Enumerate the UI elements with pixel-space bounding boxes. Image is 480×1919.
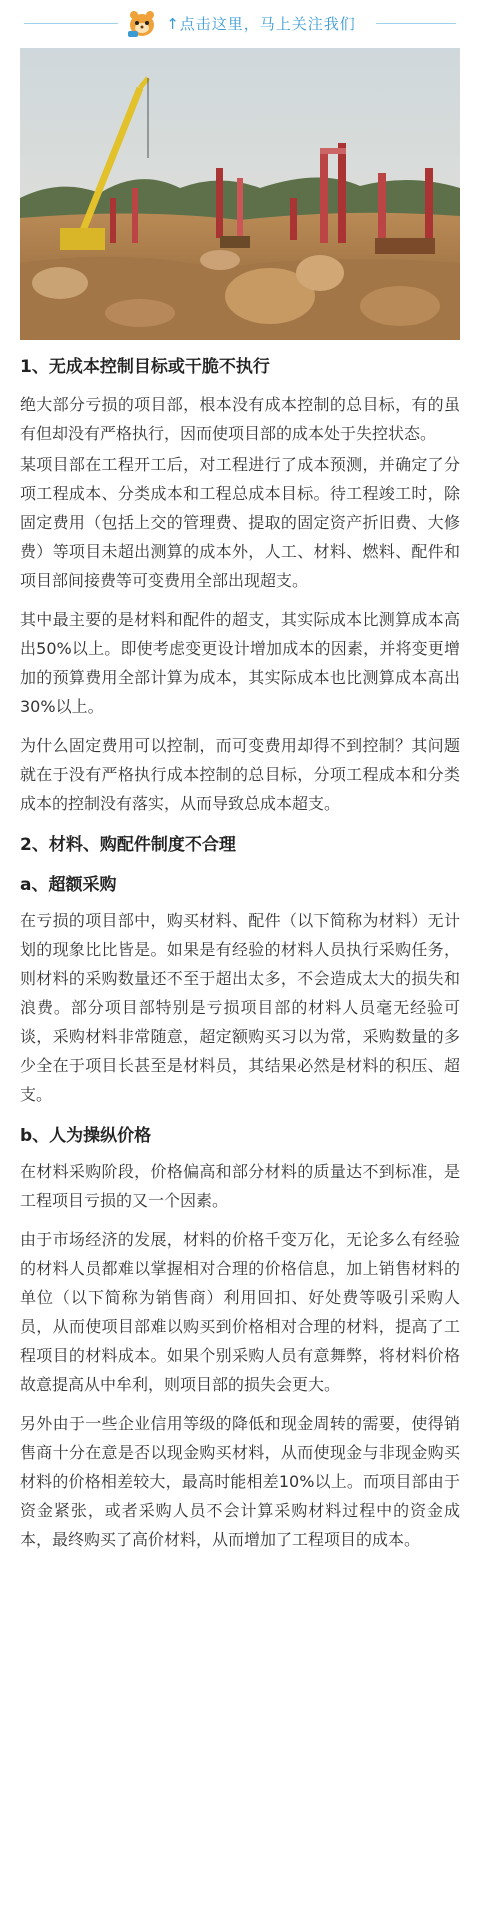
- section-2-heading: 2、材料、购配件制度不合理: [20, 835, 236, 855]
- subsection-b-paragraph-3: 另外由于一些企业信用等级的降低和现金周转的需要，使得销售商十分在意是否以现金购买材料，从而使现金与非现金购买材料的价格相差较大，最高时能相差10%以上。而项目部由于资金紧张，或者采购人员不会计算采购材料过程中的资金成本，最终购买了高价材料，从而增加了工程项目的成本。: [20, 1414, 460, 1549]
- subsection-a-heading: a、超额采购: [20, 875, 117, 895]
- subsection-b-paragraph-2: 由于市场经济的发展，材料的价格千变万化，无论多么有经验的材料人员都难以掌握相对合理的价格信息，加上销售材料的单位（以下简称为销售商）利用回扣、好处费等吸引采购人员，从而使项目部难以购买到价格相对合理的材料，提高了工程项目的材料成本。如果个别采购人员有意舞弊，将材料价格故意提高从中牟利，则项目部的损失会更大。: [20, 1230, 460, 1394]
- subsection-a-paragraph-1: 在亏损的项目部中，购买材料、配件（以下简称为材料）无计划的现象比比皆是。如果是有经验的材料人员执行采购任务，则材料的采购数量还不至于超出太多，不会造成太大的损失和浪费。部分项目部特别是亏损项目部的材料人员毫无经验可谈，采购材料非常随意，超定额购买习以为常，采购数量的多少全在于项目长甚至是材料员，其结果必然是材料的积压、超支。: [20, 911, 460, 1104]
- section-1-heading: 1、无成本控制目标或干脆不执行: [20, 357, 270, 377]
- cartoon-mascot-icon: [124, 5, 160, 41]
- construction-site-photo: [20, 48, 460, 340]
- subsection-b-heading: b、人为操纵价格: [20, 1126, 152, 1146]
- banner-follow-text[interactable]: ↑点击这里，马上关注我们: [166, 14, 356, 33]
- section-1-paragraph-1: 绝大部分亏损的项目部，根本没有成本控制的总目标，有的虽有但却没有严格执行，因而使项目部的成本处于失控状态。: [20, 395, 460, 443]
- subsection-b-paragraph-1: 在材料采购阶段，价格偏高和部分材料的质量达不到标准，是工程项目亏损的又一个因素。: [20, 1162, 460, 1210]
- follow-banner[interactable]: [0, 0, 480, 46]
- section-1-paragraph-3: 其中最主要的是材料和配件的超支，其实际成本比测算成本高出50%以上。即使考虑变更设计增加成本的因素，并将变更增加的预算费用全部计算为成本，其实际成本也比测算成本高出30%以上。: [20, 610, 460, 716]
- article-content: [0, 354, 480, 1554]
- section-1-paragraph-4: 为什么固定费用可以控制，而可变费用却得不到控制？其问题就在于没有严格执行成本控制的总目标，分项工程成本和分类成本的控制没有落实，从而导致总成本超支。: [20, 736, 460, 813]
- section-1-paragraph-2: 某项目部在工程开工后，对工程进行了成本预测，并确定了分项工程成本、分类成本和工程总成本目标。待工程竣工时，除固定费用（包括上交的管理费、提取的固定资产折旧费、大修费）等项目未超出测算的成本外，人工、材料、燃料、配件和项目部间接费等可变费用全部出现超支。: [20, 455, 460, 590]
- banner-divider-right: [376, 23, 456, 24]
- banner-inner[interactable]: [118, 5, 362, 41]
